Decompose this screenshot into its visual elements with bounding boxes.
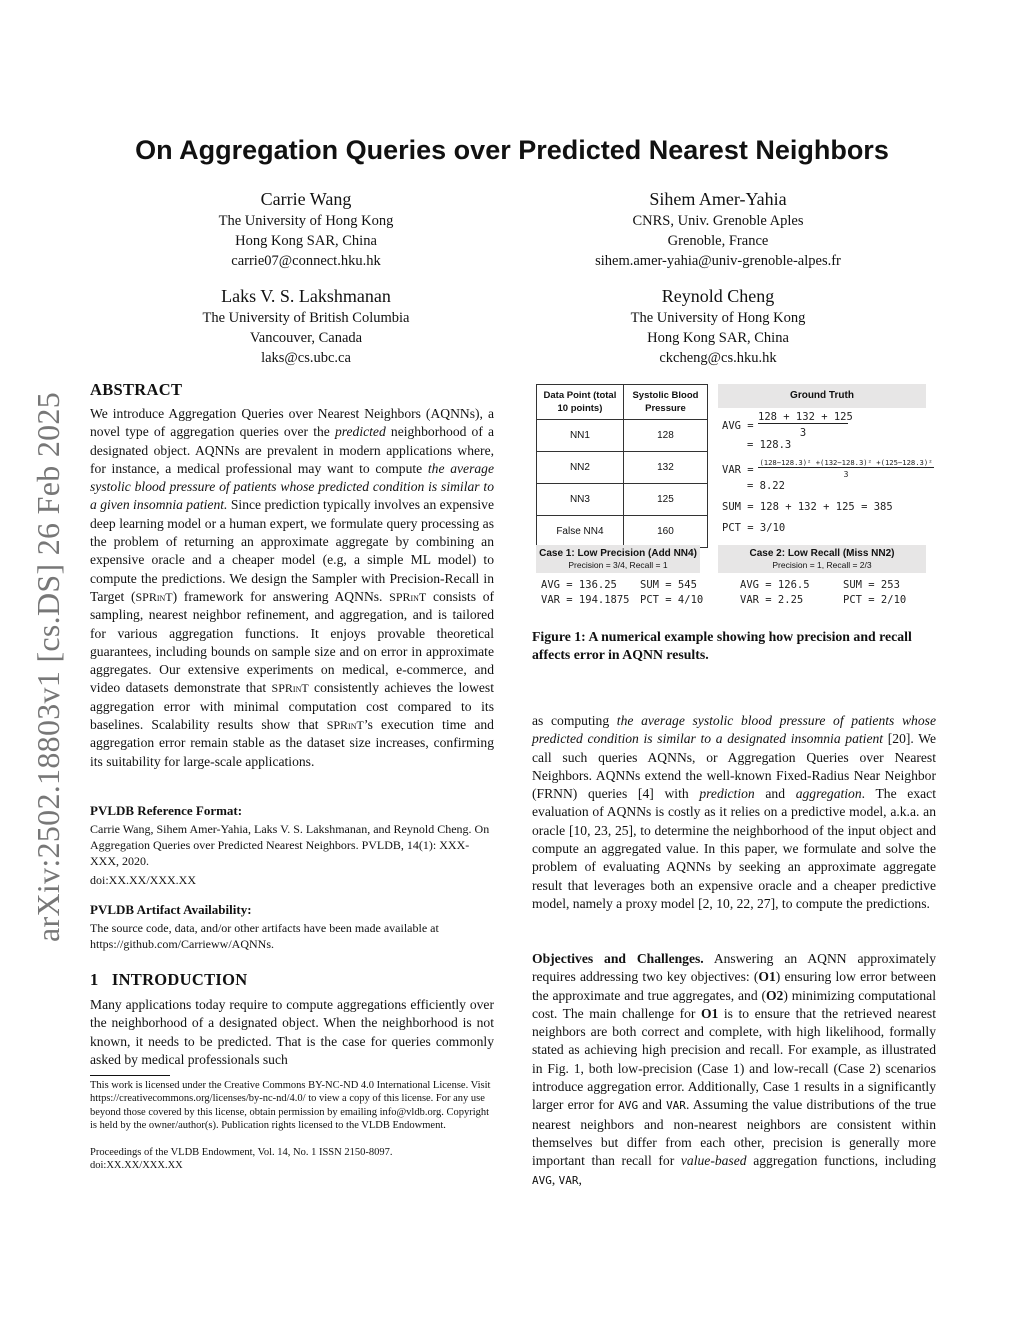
table-row: [537, 452, 708, 484]
footnote-divider: [90, 1075, 170, 1076]
case1-subtitle: Precision = 3/4, Recall = 1: [568, 560, 668, 570]
var-value: = 8.22: [747, 480, 785, 492]
avg-fraction-numerator: 128 + 132 + 125: [758, 411, 853, 423]
ground-truth-header: Ground Truth: [718, 384, 926, 408]
case1-header: [536, 545, 700, 573]
paper-title: On Aggregation Queries over Predicted Nearest Neighbors: [135, 135, 889, 165]
table-cell: NN1: [537, 420, 624, 452]
author-block: [96, 284, 516, 368]
sum-line: SUM = 128 + 132 + 125 = 385: [722, 501, 893, 513]
reference-format-heading: PVLDB Reference Format:: [90, 803, 243, 818]
intro-heading: 1 INTRODUCTION: [90, 970, 248, 989]
var-label: VAR =: [722, 464, 754, 476]
case2-pct: PCT = 2/10: [843, 594, 907, 606]
reference-format-text: Carrie Wang, Sihem Amer-Yahia, Laks V. S. Lakshmanan, and Reynold Cheng. On Aggregation Queries over Predicted Nearest Neighbors. PVLDB, 14(1): XXX-XXX, 2020.: [90, 822, 490, 868]
case1-var: VAR = 194.1875: [541, 594, 630, 606]
author-email: laks@cs.ubc.ca: [261, 350, 351, 366]
intro-continued-text: as computing the average systolic blood pressure of patients whose predicted condition is similar to a designated insomnia patient [20]. We call such queries AQNNs, or Aggregation Queries over Nearest Neighbors. AQNNs extend the well-known Fixed-Radius Near Neighbor (FRNN) queries [4] with prediction and aggregation. The exact evaluation of AQNNs is costly as it relies on a predictive model, a.k.a. an oracle [10, 23, 25], to determine the neighborhood of the input object and compute an aggregated value. In this paper, we formulate and solve the problem of evaluating AQNNs by seeking an approximate aggregate result that leverages both an expensive oracle and a cheaper predictive model, namely a proxy model [2, 10, 22, 27], to compute the predictions.: [532, 713, 937, 911]
author-email: sihem.amer-yahia@univ-grenoble-alpes.fr: [595, 253, 841, 269]
arxiv-stamp: arXiv:2502.18803v1 [cs.DS] 26 Feb 2025: [30, 391, 66, 942]
table-row: [537, 484, 708, 516]
objectives-paragraph: Objectives and Challenges. Answering an AQNN approximately requires addressing two key objectives: (O1) ensuring low error between the approximate and true aggregates, and (O2) minimizing computational cost. The main challenge for O1 is to ensure that the retrieved nearest neighbors are both correct and complete, with high likelihood, formally stated as achieving high precision and recall. For example, as illustrated in Fig. 1, both low-precision (Case 1) and low-recall (Case 2) scenarios introduce aggregation error. Additionally, Case 1 results in a significantly larger error for AVG and VAR. Assuming the value distributions of the true nearest neighbors and non-nearest neighbors are consistent within themselves but differ from each other, precision is generally more important than recall for value-based aggregation functions, including AVG, VAR,: [532, 951, 936, 1187]
author-affiliation: The University of Hong Kong: [218, 213, 394, 229]
case2-avg: AVG = 126.5: [740, 579, 810, 591]
case2-var: VAR = 2.25: [740, 594, 804, 606]
table-cell: NN2: [537, 452, 624, 484]
artifact-text: The source code, data, and/or other artifacts have been made available at https://github.com/Carrieww/AQNNs.: [90, 921, 439, 951]
figure-caption: Figure 1: A numerical example showing how precision and recall affects error in AQNN results.: [532, 629, 912, 662]
author-name: Laks V. S. Lakshmanan: [221, 286, 391, 306]
case1-avg: AVG = 136.25: [541, 579, 617, 591]
author-location: Hong Kong SAR, China: [647, 330, 789, 346]
author-name: Sihem Amer-Yahia: [649, 189, 787, 209]
case2-sum: SUM = 253: [843, 579, 900, 591]
author-affiliation: The University of British Columbia: [202, 310, 410, 326]
author-email: ckcheng@cs.hku.hk: [659, 350, 777, 366]
avg-value: = 128.3: [747, 439, 792, 451]
author-email: carrie07@connect.hku.hk: [231, 253, 381, 269]
author-name: Carrie Wang: [260, 189, 352, 209]
case1-sum: SUM = 545: [640, 579, 697, 591]
table-cell: 160: [623, 516, 707, 548]
avg-fraction-denominator: 3: [799, 427, 807, 439]
table-cell: 125: [623, 484, 707, 516]
table-row: [537, 516, 708, 548]
abstract-text: We introduce Aggregation Queries over Nearest Neighbors (AQNNs), a novel type of aggregation queries over the predicted neighborhood of a designated object. AQNNs are prevalent in modern applications where, for instance, a medical professional may want to compute the average systolic blood pressure of patients whose predicted condition is similar to a given insomnia patient. Since prediction typically involves an expensive deep learning model or a human expert, we formulate query processing as the problem of returning an approximate aggregate by combining an expensive oracle and a cheaper model (e.g, a simple ML model) to compute the predictions. We design the Sampler with Precision-Recall in Target (SPRinT) framework for answering AQNNs. SPRinT consists of sampling, nearest neighbor refinement, and aggregation, and is tailored for various aggregation functions. It enjoys provable theoretical guarantees, including bounds on sample size and on error in approximate aggregates. Our extensive experiments on medical, e-commerce, and video datasets demonstrate that SPRinT consistently achieves the lowest aggregation error with minimal computation cost compared to its baselines. Scalability results show that SPRinT’s execution time and aggregation error remain stable as the dataset size increases, confirming its suitability for large-scale applications.: [90, 406, 495, 769]
license-footnote: This work is licensed under the Creative Commons BY-NC-ND 4.0 International License. Visit https://creativecommons.org/licenses/by-nc-nd/4.0/ to view a copy of this license. For any use beyond those covered by this license, obtain permission by emailing info@vldb.org. Copyright is held by the owner/author(s). Publication rights licensed to the VLDB Endowment.: [90, 1080, 491, 1131]
pct-line: PCT = 3/10: [722, 522, 786, 534]
objectives-heading: Objectives and Challenges.: [532, 951, 704, 966]
table-row: [537, 420, 708, 452]
var-fraction-numerator: (128−128.3)² +(132−128.3)² +(125−128.3)²: [759, 458, 933, 467]
artifact-heading: PVLDB Artifact Availability:: [90, 902, 252, 917]
author-location: Grenoble, France: [667, 233, 769, 249]
case2-subtitle: Precision = 1, Recall = 2/3: [772, 560, 872, 570]
reference-doi: doi:XX.XX/XXX.XX: [90, 873, 196, 887]
author-block: [508, 187, 928, 271]
table-cell: False NN4: [537, 516, 624, 548]
author-block: [508, 284, 928, 368]
table-cell: 132: [623, 452, 707, 484]
table-header-row: [537, 385, 708, 420]
figure-data-table: [536, 384, 708, 548]
author-block: [96, 187, 516, 271]
case1-title: Case 1: Low Precision (Add NN4): [539, 548, 697, 559]
footnote-doi: doi:XX.XX/XXX.XX: [90, 1160, 183, 1171]
author-affiliation: The University of Hong Kong: [630, 310, 806, 326]
author-affiliation: CNRS, Univ. Grenoble Aples: [632, 213, 804, 229]
intro-text: Many applications today require to compute aggregations efficiently over the neighborhood of a designated object. When the neighborhood is not known, it needs to be predicted. That is the case for queries commonly asked by medical professionals such: [90, 997, 494, 1067]
abstract-heading: ABSTRACT: [90, 380, 183, 399]
case2-title: Case 2: Low Recall (Miss NN2): [749, 548, 895, 559]
author-location: Hong Kong SAR, China: [235, 233, 377, 249]
table-header-pressure: Systolic Blood Pressure: [623, 385, 707, 420]
avg-label: AVG =: [722, 420, 754, 432]
case1-pct: PCT = 4/10: [640, 594, 704, 606]
table-header-datapoint: Data Point (total 10 points): [537, 385, 624, 420]
proceedings-footnote: Proceedings of the VLDB Endowment, Vol. 14, No. 1 ISSN 2150-8097.: [90, 1147, 393, 1158]
case2-header: [718, 545, 926, 573]
var-fraction-denominator: 3: [843, 470, 849, 479]
table-cell: 128: [623, 420, 707, 452]
author-location: Vancouver, Canada: [249, 330, 363, 346]
table-cell: NN3: [537, 484, 624, 516]
author-name: Reynold Cheng: [661, 286, 775, 306]
